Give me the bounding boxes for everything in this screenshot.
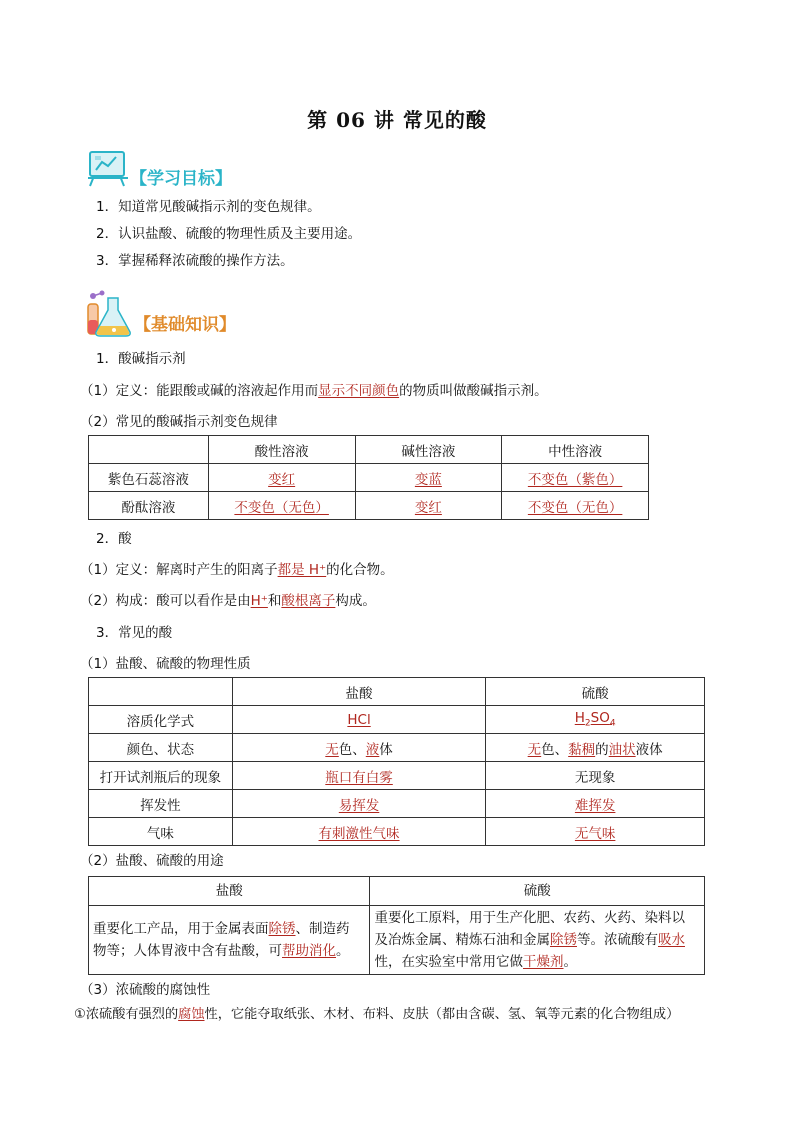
table-cell	[486, 790, 705, 818]
answer-blank: 吸水	[657, 932, 685, 948]
table-cell	[355, 464, 502, 492]
physical-properties-title: （1）盐酸、硫酸的物理性质	[80, 656, 251, 672]
text-span: 等。浓硫酸有	[576, 932, 658, 948]
page-title: 第 06 讲 常见的酸	[307, 108, 487, 132]
uses-table	[88, 876, 705, 975]
answer-blank: H⁺	[250, 593, 268, 609]
answer-blank: 不变色（无色）	[527, 499, 623, 516]
table-cell	[232, 818, 486, 846]
text-span: 液体	[635, 741, 663, 758]
answer-blank: 无	[527, 741, 542, 758]
indicator-definition	[80, 382, 548, 400]
table-cell	[486, 706, 705, 734]
table-cell: 打开试剂瓶后的现象	[89, 762, 233, 790]
answer-blank: 酸根离子	[281, 593, 336, 609]
text-span: SO	[590, 710, 610, 727]
section-3-title: 3．常见的酸	[96, 625, 173, 641]
table-header-row	[89, 436, 649, 464]
table-cell	[232, 762, 486, 790]
table-cell: 挥发性	[89, 790, 233, 818]
table-cell	[232, 706, 486, 734]
learning-goals-heading: 【学习目标】	[130, 169, 232, 189]
table-row	[89, 906, 705, 975]
table-cell: 气味	[89, 818, 233, 846]
table-cell: 酚酞溶液	[89, 492, 209, 520]
answer-blank: 变蓝	[414, 471, 442, 488]
answer-blank: 都是 H⁺	[277, 562, 327, 578]
answer-blank: 不变色（无色）	[234, 499, 329, 516]
text-span: 色、	[541, 741, 569, 758]
text-line: 重要化工原料，用于生产化肥、农药、火药、染料以	[374, 910, 685, 926]
chemistry-flask-icon	[84, 290, 136, 338]
goal-item: 1．知道常见酸碱指示剂的变色规律。	[96, 199, 321, 215]
section-1-title: 1．酸碱指示剂	[96, 351, 186, 367]
answer-blank: 帮助消化	[282, 943, 336, 959]
answer-blank: 显示不同颜色	[318, 383, 400, 399]
table-cell	[502, 492, 649, 520]
text-span: 性，它能夺取纸张、木材、布料、皮肤（都由含碳、氢、氧等元素的化合物组成）	[204, 1007, 680, 1022]
basic-knowledge-header	[84, 290, 284, 335]
table-header-cell	[89, 436, 209, 464]
presentation-board-icon	[86, 148, 132, 188]
answer-blank: 黏稠	[568, 741, 596, 758]
table-row	[89, 790, 705, 818]
table-cell	[208, 464, 355, 492]
text-span: 的化合物。	[326, 562, 394, 578]
text-span: H	[574, 710, 585, 727]
answer-blank: 腐蚀	[178, 1007, 205, 1022]
table-row	[89, 464, 649, 492]
text-span: （2）构成：酸可以看作是由	[80, 593, 251, 609]
answer-blank: 难挥发	[574, 797, 616, 814]
goal-item: 3．掌握稀释浓硫酸的操作方法。	[96, 253, 294, 269]
uses-title: （2）盐酸、硫酸的用途	[80, 853, 224, 869]
table-header-row	[89, 877, 705, 906]
text-span: 、制造药	[295, 921, 350, 937]
answer-blank: 干燥剂	[522, 954, 564, 970]
text-span: （1）定义：能跟酸或碱的溶液起作用而	[80, 383, 319, 399]
text-span: ①浓硫酸有强烈的	[74, 1007, 179, 1022]
table-header-cell: 硫酸	[486, 678, 705, 706]
table-row	[89, 818, 705, 846]
answer-blank: 易挥发	[338, 797, 380, 814]
table-row	[89, 706, 705, 734]
table-header-cell: 中性溶液	[502, 436, 649, 464]
table-cell	[232, 734, 486, 762]
table-cell	[486, 818, 705, 846]
text-span: 重要化工产品，用于金属表面	[93, 921, 269, 937]
text-span: 性，在实验室中常用它做	[374, 954, 523, 970]
text-line	[93, 940, 365, 962]
table-header-cell: 硫酸	[370, 877, 705, 906]
table-header-cell: 盐酸	[89, 877, 370, 906]
table-cell	[486, 734, 705, 762]
text-span: 和	[267, 593, 282, 609]
corrosiveness-text	[74, 1006, 679, 1024]
table-cell: 颜色、状态	[89, 734, 233, 762]
hydrochloric-acid-uses-cell	[89, 906, 370, 975]
text-span: 及冶炼金属、精炼石油和金属	[374, 932, 550, 948]
basic-knowledge-heading: 【基础知识】	[134, 315, 236, 335]
indicator-table	[88, 435, 649, 520]
answer-blank: 无气味	[574, 825, 616, 842]
text-line	[374, 951, 700, 973]
table-cell: 紫色石蕊溶液	[89, 464, 209, 492]
text-span: 的物质叫做酸碱指示剂。	[399, 383, 548, 399]
indicator-rule-title: （2）常见的酸碱指示剂变色规律	[80, 414, 278, 430]
corrosiveness-title: （3）浓硫酸的腐蚀性	[80, 982, 211, 998]
text-line	[93, 918, 365, 940]
table-header-cell: 酸性溶液	[208, 436, 355, 464]
sulfuric-acid-formula	[574, 710, 616, 729]
table-cell: 溶质化学式	[89, 706, 233, 734]
acid-composition	[80, 592, 376, 610]
section-2-title: 2．酸	[96, 531, 132, 547]
text-span: 色、	[338, 741, 366, 758]
answer-blank: 变红	[268, 471, 296, 488]
text-span: 物等；人体胃液中含有盐酸，可	[93, 943, 282, 959]
answer-blank: 油状	[608, 741, 636, 758]
table-header-cell	[89, 678, 233, 706]
answer-blank: 变红	[414, 499, 442, 516]
answer-blank: 除锈	[549, 932, 577, 948]
subscript: 4	[609, 718, 616, 729]
learning-goals-header	[86, 148, 286, 188]
table-header-cell: 盐酸	[232, 678, 486, 706]
text-span: 。	[336, 943, 350, 959]
table-row	[89, 762, 705, 790]
table-header-row	[89, 678, 705, 706]
answer-blank: HCl	[347, 711, 371, 728]
answer-blank: 有刺激性气味	[318, 825, 400, 842]
answer-blank: 无	[325, 741, 339, 758]
table-row	[89, 492, 649, 520]
text-span: 体	[379, 741, 393, 758]
answer-blank: 除锈	[268, 921, 296, 937]
acid-definition	[80, 561, 394, 579]
goal-item: 2．认识盐酸、硫酸的物理性质及主要用途。	[96, 226, 362, 242]
sulfuric-acid-uses-cell	[370, 906, 705, 975]
table-row	[89, 734, 705, 762]
table-cell	[232, 790, 486, 818]
physical-properties-table	[88, 677, 705, 846]
subscript: 2	[584, 718, 591, 729]
answer-blank: 液	[365, 741, 380, 758]
text-line	[374, 929, 700, 951]
table-header-cell: 碱性溶液	[355, 436, 502, 464]
answer-blank: 不变色（紫色）	[527, 471, 623, 488]
table-cell	[502, 464, 649, 492]
text-span: 。	[563, 954, 577, 970]
answer-blank: 瓶口有白雾	[325, 769, 393, 786]
table-cell	[355, 492, 502, 520]
table-cell: 无现象	[486, 762, 705, 790]
text-span: 的	[595, 741, 609, 758]
table-cell	[208, 492, 355, 520]
text-span: 构成。	[335, 593, 376, 609]
text-span: （1）定义：解离时产生的阳离子	[80, 562, 278, 578]
